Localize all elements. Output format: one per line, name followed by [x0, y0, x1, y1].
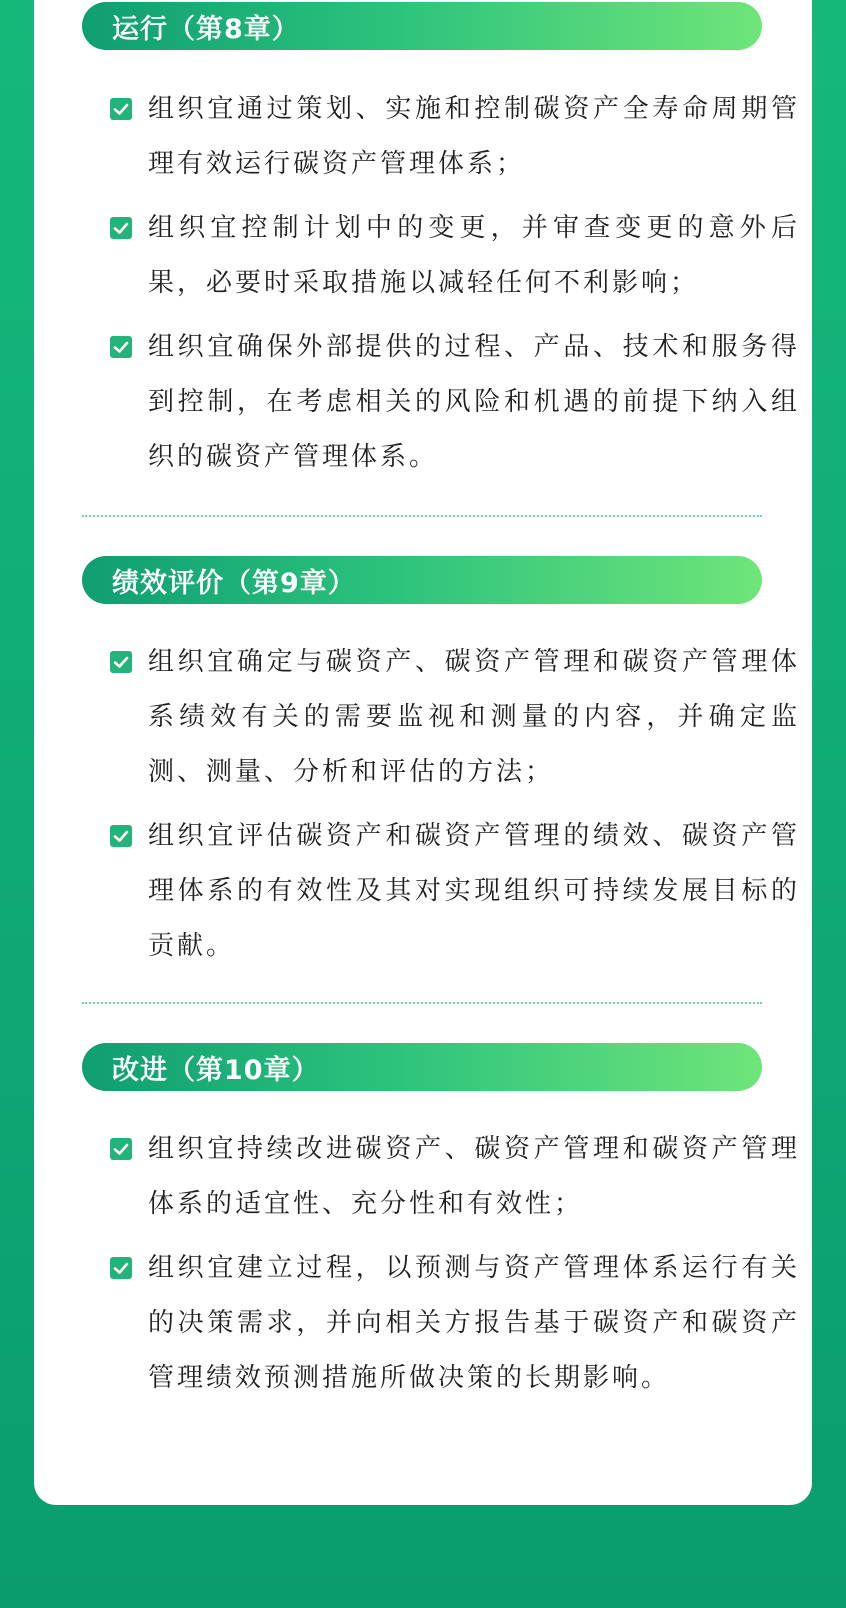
section-title: 改进（第10章） [112, 1054, 320, 1086]
list-item-text: 组织宜通过策划、实施和控制碳资产全寿命周期管理有效运行碳资产管理体系； [148, 94, 800, 179]
checkbox-checked-icon [110, 217, 132, 239]
checkbox-checked-icon [110, 825, 132, 847]
checkbox-checked-icon [110, 1257, 132, 1279]
list-item [110, 82, 800, 192]
section-items-performance [110, 635, 800, 983]
list-item-text: 组织宜评估碳资产和碳资产管理的绩效、碳资产管理体系的有效性及其对实现组织可持续发展目标的贡献。 [148, 821, 800, 961]
list-item-text: 组织宜控制计划中的变更，并审查变更的意外后果，必要时采取措施以减轻任何不利影响； [148, 213, 800, 298]
list-item [110, 635, 800, 800]
list-item [110, 1122, 800, 1232]
list-item-text: 组织宜确保外部提供的过程、产品、技术和服务得到控制，在考虑相关的风险和机遇的前提下纳入组织的碳资产管理体系。 [148, 332, 800, 472]
section-header-operation [82, 2, 762, 50]
checkbox-checked-icon [110, 651, 132, 673]
section-title: 绩效评价（第9章） [112, 567, 356, 599]
checkbox-checked-icon [110, 1138, 132, 1160]
list-item [110, 809, 800, 974]
section-divider [82, 1002, 762, 1004]
section-items-improvement [110, 1122, 800, 1415]
section-header-improvement [82, 1043, 762, 1091]
list-item-text: 组织宜持续改进碳资产、碳资产管理和碳资产管理体系的适宜性、充分性和有效性； [148, 1134, 800, 1219]
list-item-text: 组织宜建立过程，以预测与资产管理体系运行有关的决策需求，并向相关方报告基于碳资产和碳资产管理绩效预测措施所做决策的长期影响。 [148, 1253, 800, 1393]
list-item-text: 组织宜确定与碳资产、碳资产管理和碳资产管理体系绩效有关的需要监视和测量的内容，并确定监测、测量、分析和评估的方法； [148, 647, 800, 787]
content-card [34, 0, 812, 1505]
list-item [110, 201, 800, 311]
section-header-performance [82, 556, 762, 604]
list-item [110, 1241, 800, 1406]
checkbox-checked-icon [110, 98, 132, 120]
checkbox-checked-icon [110, 336, 132, 358]
list-item [110, 320, 800, 485]
section-divider [82, 515, 762, 517]
section-title: 运行（第8章） [112, 13, 300, 45]
section-items-operation [110, 82, 800, 494]
